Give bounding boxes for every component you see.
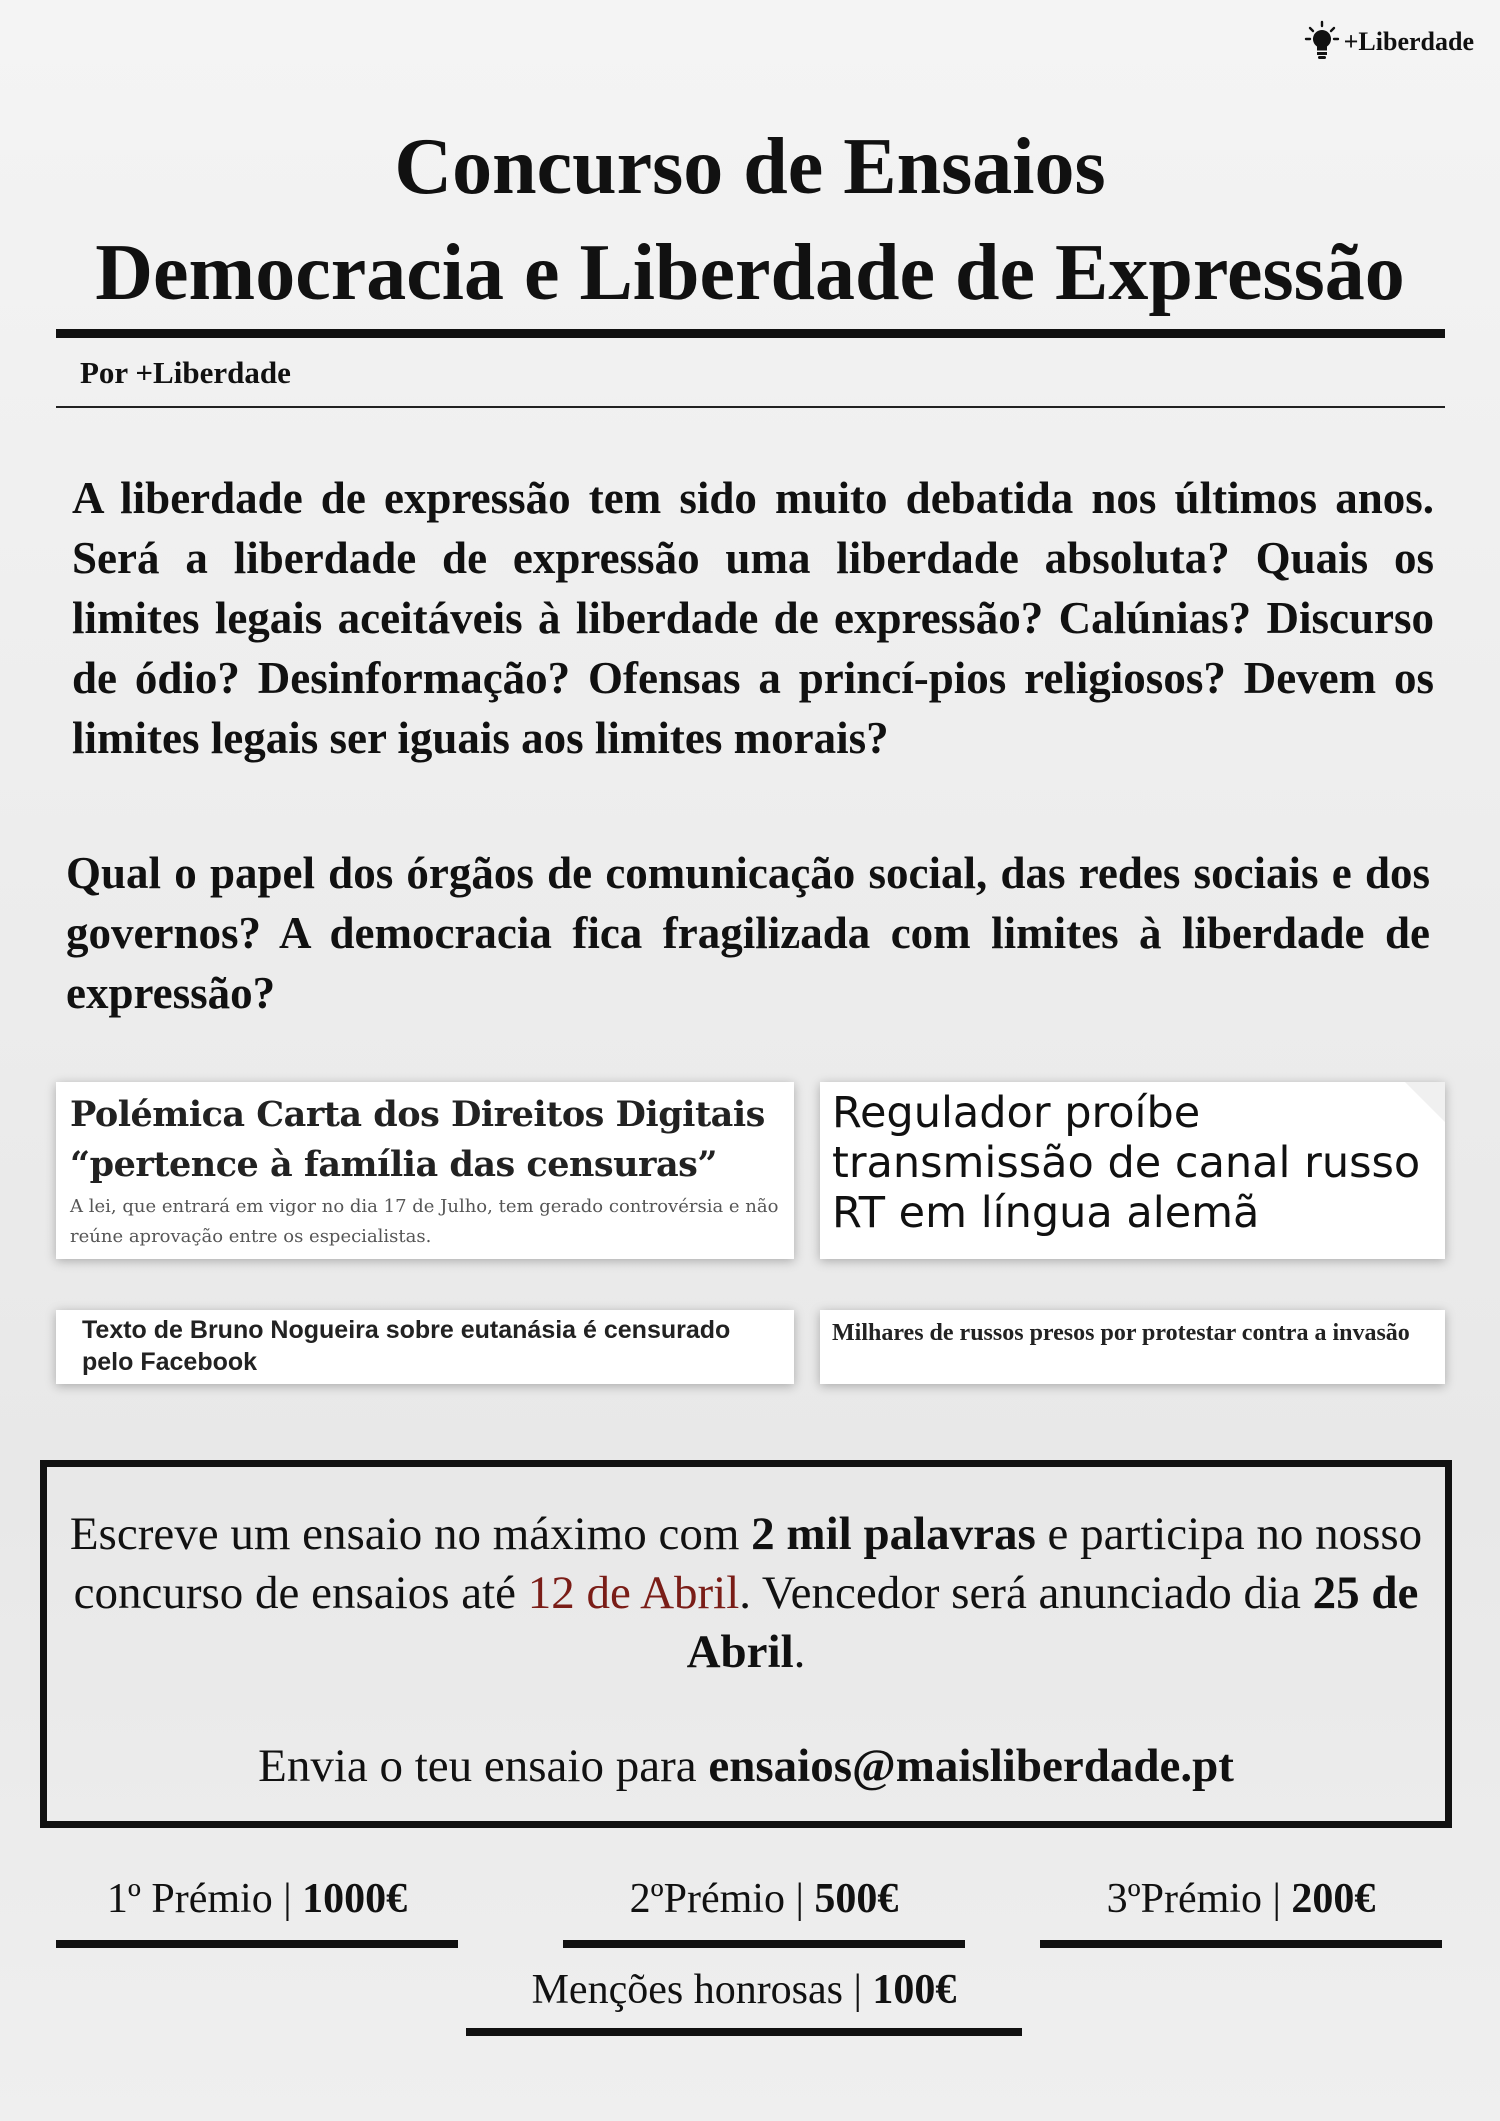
lightbulb-icon <box>1304 20 1340 64</box>
cta-part-4: . <box>793 1626 806 1678</box>
cta-part-2: e participa no nosso concurso de ensaios até <box>73 1508 1423 1619</box>
headline-card-rt-ban <box>820 1082 1445 1259</box>
headline-title <box>70 1090 765 1190</box>
byline: Por +Liberdade <box>80 355 291 390</box>
prize-underline <box>563 1940 965 1948</box>
cta-part-1: Escreve um ensaio no máximo com <box>69 1508 752 1560</box>
headline-summary: A lei, que entrará em vigor no dia 17 de Julho, tem gerado controvérsia e não reúne aprovação entre os especialistas. <box>70 1196 779 1247</box>
headline-title-line-2: “pertence à família das censuras” <box>70 1144 718 1185</box>
send-label: Envia o teu ensaio para <box>258 1740 709 1792</box>
intro-paragraph-1: A liberdade de expressão tem sido muito debatida nos últimos anos. Será a liberdade de expressão uma liberdade absoluta? Quais os limites legais aceitáveis à liberdade de expressão? Calúnias? Discurso de ódio? Desinformação? Ofensas a princí-pios religiosos? Devem os limites legais ser iguais aos limites morais? <box>72 473 1434 763</box>
prize-first <box>56 1875 458 1923</box>
prize-label: 1º Prémio | <box>106 1876 303 1922</box>
intro-paragraph-2: Qual o papel dos órgãos de comunicação social, das redes sociais e dos governos? A democracia fica fragilizada com limites à liberdade de expressão? <box>66 848 1430 1018</box>
send-line <box>47 1739 1445 1793</box>
call-to-action-box <box>40 1460 1452 1828</box>
title-line-1: Concurso de Ensaios <box>394 123 1106 211</box>
prize-third <box>1040 1875 1442 1923</box>
prize-label: Menções honrosas | <box>531 1967 873 2013</box>
prize-value: 200€ <box>1291 1876 1376 1922</box>
deadline-date: 12 de Abril <box>527 1567 740 1619</box>
prize-second <box>563 1875 965 1923</box>
announce-date: 25 de Abril <box>686 1567 1419 1678</box>
brand-name: +Liberdade <box>1343 27 1474 56</box>
title-divider <box>56 329 1445 338</box>
title-line-2: Democracia e Liberdade de Expressão <box>95 229 1405 317</box>
prize-value: 500€ <box>814 1876 899 1922</box>
prize-underline <box>1040 1940 1442 1948</box>
headline-title: Regulador proíbe transmissão de canal russo RT em língua alemã <box>832 1088 1421 1238</box>
prize-value: 100€ <box>872 1967 957 2013</box>
headline-card-facebook-censorship <box>56 1310 794 1384</box>
headline-card-russian-arrests <box>820 1310 1445 1384</box>
prize-honorable-mentions <box>466 1966 1022 2014</box>
headline-title: Texto de Bruno Nogueira sobre eutanásia é censurado pelo Facebook <box>82 1316 731 1376</box>
prize-label: 3ºPrémio | <box>1106 1876 1292 1922</box>
brand-logo <box>1304 20 1474 64</box>
prize-label: 2ºPrémio | <box>629 1876 815 1922</box>
headline-title: Milhares de russos presos por protestar contra a invasão <box>832 1320 1410 1346</box>
cta-part-3: . Vencedor será anunciado dia <box>739 1567 1313 1619</box>
prize-underline <box>56 1940 458 1948</box>
headline-title-line-1: Polémica Carta dos Direitos Digitais <box>70 1094 765 1135</box>
cta-text <box>47 1505 1445 1682</box>
byline-divider <box>56 406 1445 408</box>
prize-underline <box>466 2028 1022 2036</box>
word-limit: 2 mil palavras <box>751 1508 1036 1560</box>
contact-email[interactable]: ensaios@maisliberdade.pt <box>708 1740 1234 1792</box>
prize-value: 1000€ <box>302 1876 408 1922</box>
headline-card-digital-rights <box>56 1082 794 1259</box>
